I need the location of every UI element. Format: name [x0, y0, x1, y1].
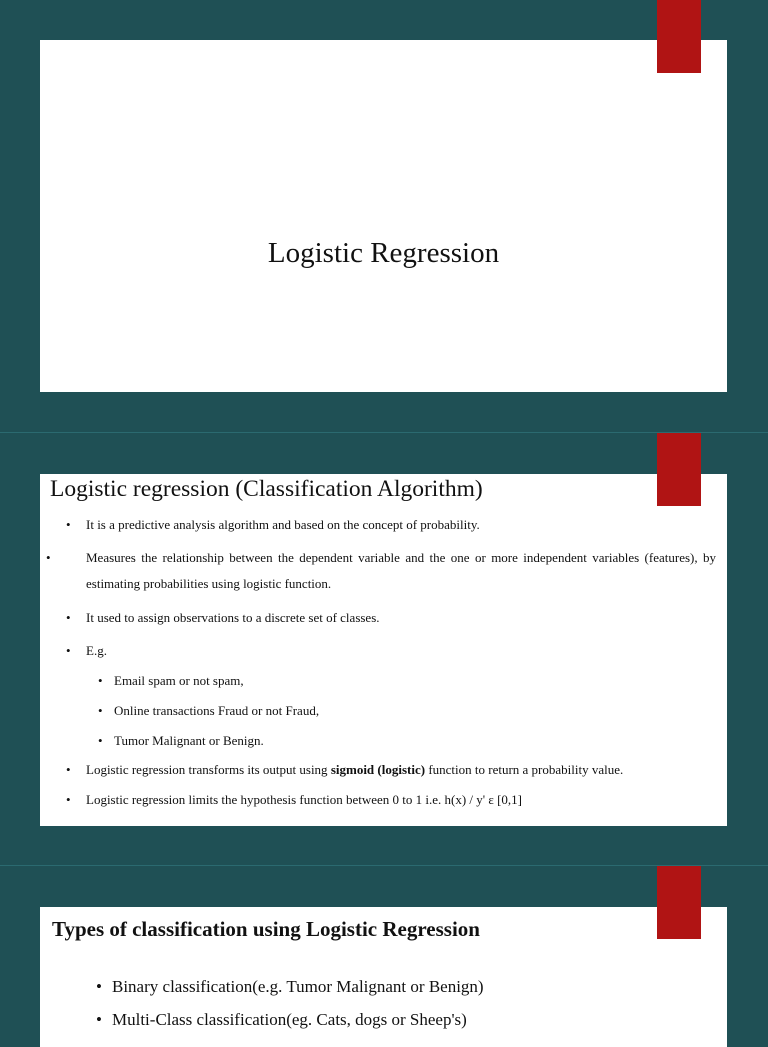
- bullet-icon: •: [98, 673, 103, 688]
- slide-3-accent-tab: [657, 866, 701, 939]
- list-item: • Measures the relationship between the dependent variable and the one or more independent variables (features), by estimating probabilities using logistic function.: [66, 545, 716, 597]
- bullet-icon: •: [98, 703, 103, 718]
- bullet-icon: •: [46, 550, 51, 565]
- list-item: • Logistic regression limits the hypothesis function between 0 to 1 i.e. h(x) / y' ε [0,1]: [66, 787, 522, 813]
- list-item: • E.g.: [66, 638, 107, 664]
- slide-1-title: Logistic Regression: [267, 237, 500, 269]
- bullet-icon: •: [96, 977, 102, 996]
- list-item: • Multi-Class classification(eg. Cats, dogs or Sheep's): [96, 1010, 467, 1029]
- slide-2-accent-tab: [657, 433, 701, 506]
- slide-divider: [0, 865, 768, 866]
- slide-3-heading: Types of classification using Logistic Regression: [52, 917, 480, 941]
- slide-1-panel: [40, 40, 727, 392]
- slide-3-panel: [40, 907, 727, 1047]
- slide-2-panel: [40, 474, 727, 826]
- list-item: • Online transactions Fraud or not Fraud,: [98, 698, 319, 724]
- bullet-icon: •: [66, 517, 71, 532]
- list-item: • It is a predictive analysis algorithm and based on the concept of probability.: [66, 512, 480, 538]
- list-item: • Tumor Malignant or Benign.: [98, 728, 264, 754]
- list-item: • Email spam or not spam,: [98, 668, 244, 694]
- list-item: • It used to assign observations to a discrete set of classes.: [66, 605, 380, 631]
- slide-divider: [0, 432, 768, 433]
- bullet-icon: •: [66, 792, 71, 807]
- bullet-icon: •: [66, 762, 71, 777]
- bullet-icon: •: [96, 1010, 102, 1029]
- bullet-icon: •: [66, 643, 71, 658]
- bullet-icon: •: [66, 610, 71, 625]
- bullet-icon: •: [98, 733, 103, 748]
- slide-2-heading: Logistic regression (Classification Algorithm): [50, 476, 483, 502]
- list-item: • Logistic regression transforms its output using sigmoid (logistic) function to return a probability value.: [66, 757, 623, 783]
- list-item: • Binary classification(e.g. Tumor Malignant or Benign): [96, 977, 484, 996]
- slide-1-accent-tab: [657, 0, 701, 73]
